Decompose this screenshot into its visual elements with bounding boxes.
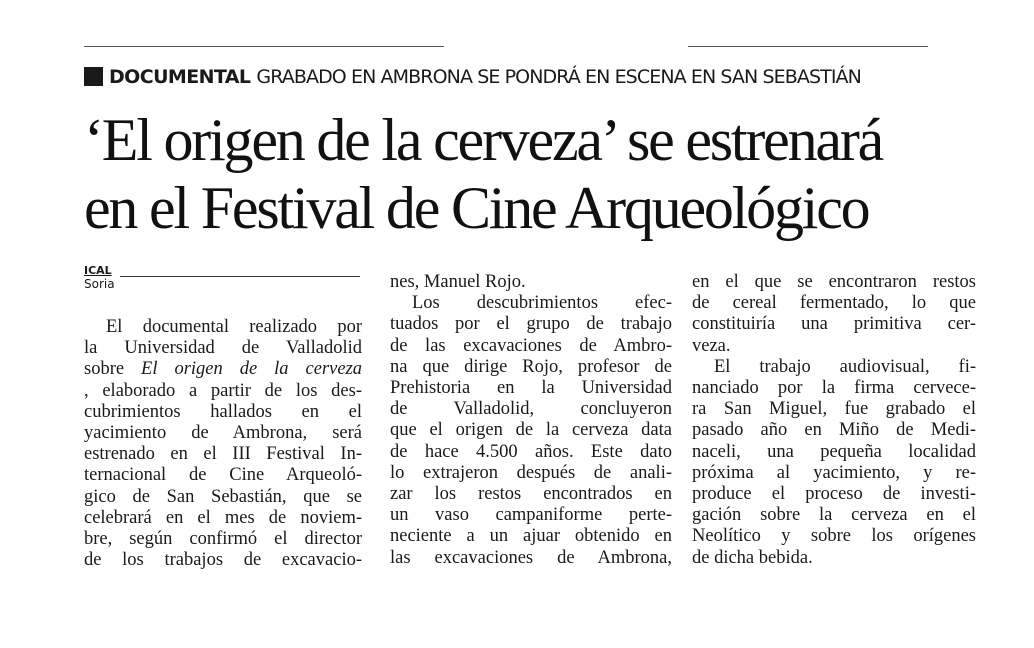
section-square-icon <box>84 67 103 86</box>
body-line: de los trabajos de excavacio- <box>84 550 362 571</box>
body-line: de cereal fermentado, lo que <box>692 293 976 314</box>
section-label: DOCUMENTAL <box>109 66 251 88</box>
body-fragment: sobre <box>84 359 142 380</box>
body-line: ra San Miguel, fue grabado el <box>692 399 976 420</box>
byline-rule <box>120 276 360 277</box>
kicker-text: GRABADO EN AMBRONA SE PONDRÁ EN ESCENA EN SAN SEBASTIÁN <box>256 66 861 88</box>
column-2-text <box>390 272 672 569</box>
body-line: que el origen de la cerveza data <box>390 420 672 441</box>
body-line: , elaborado a partir de los des- <box>84 380 362 401</box>
body-line: neciente a un ajuar obtenido en <box>390 526 672 547</box>
body-line: pasado año en Miño de Medi- <box>692 420 976 441</box>
body-line: ternacional de Cine Arqueoló- <box>84 465 362 486</box>
body-line: lo extrajeron después de anali- <box>390 462 672 483</box>
column-2 <box>390 272 672 569</box>
body-line: un vaso campaniforme perte- <box>390 505 672 526</box>
kicker <box>84 64 1024 90</box>
body-line: yacimiento de Ambrona, será <box>84 423 362 444</box>
body-line: produce el proceso de investi- <box>692 484 976 505</box>
body-line: Prehistoria en la Universidad <box>390 378 672 399</box>
body-line: las excavaciones de Ambrona, <box>390 547 672 568</box>
column-1-paragraph <box>84 317 362 571</box>
column-3 <box>692 272 976 569</box>
body-line: Los descubrimientos efec- <box>412 293 672 314</box>
body-line: de Valladolid, concluyeron <box>390 399 672 420</box>
film-title: El origen de la cerveza <box>141 359 362 380</box>
body-line: próxima al yacimiento, y re- <box>692 462 976 483</box>
body-line: en el que se encontraron restos <box>692 272 976 292</box>
body-line: celebrará en el mes de noviem- <box>84 507 362 528</box>
body-line: veza. <box>692 335 731 356</box>
body-line: gación sobre la cerveza en el <box>692 505 976 526</box>
body-line: estrenado en el III Festival In- <box>84 444 362 465</box>
body-line: na que dirige Rojo, profesor de <box>390 356 672 377</box>
byline <box>84 264 360 291</box>
body-line: zar los restos encontrados en <box>390 484 672 505</box>
column-3-text <box>692 272 976 569</box>
headline <box>84 106 1024 242</box>
body-line: de hace 4.500 años. Este dato <box>390 441 672 462</box>
column-1 <box>84 317 362 571</box>
byline-agency: ICAL <box>84 264 112 277</box>
body-line: constituiría una primitiva cer- <box>692 314 976 335</box>
body-line: nanciado por la firma cervece- <box>692 378 976 399</box>
headline-line-1: ‘El origen de la cerveza’ se estrenará <box>84 107 883 173</box>
body-line: gico de San Sebastián, que se <box>84 486 362 507</box>
byline-place: Soria <box>84 277 115 291</box>
body-line: bre, según confirmó el director <box>84 529 362 550</box>
body-line-with-title <box>84 359 362 380</box>
body-line: naceli, una pequeña localidad <box>692 441 976 462</box>
body-line: de las excavaciones de Ambro- <box>390 335 672 356</box>
body-line: de dicha bebida. <box>692 547 813 568</box>
body-line: nes, Manuel Rojo. <box>390 272 526 292</box>
body-line: tuados por el grupo de trabajo <box>390 314 672 335</box>
body-line: El trabajo audiovisual, fi- <box>714 356 976 377</box>
body-line: El documental realizado por <box>106 317 362 337</box>
body-line: Neolítico y sobre los orígenes <box>692 526 976 547</box>
body-line: la Universidad de Valladolid <box>84 338 362 359</box>
headline-line-2: en el Festival de Cine Arqueológico <box>84 175 869 241</box>
top-rule-left <box>84 46 444 47</box>
body-line: cubrimientos hallados en el <box>84 401 362 422</box>
top-rule-right <box>688 46 928 47</box>
